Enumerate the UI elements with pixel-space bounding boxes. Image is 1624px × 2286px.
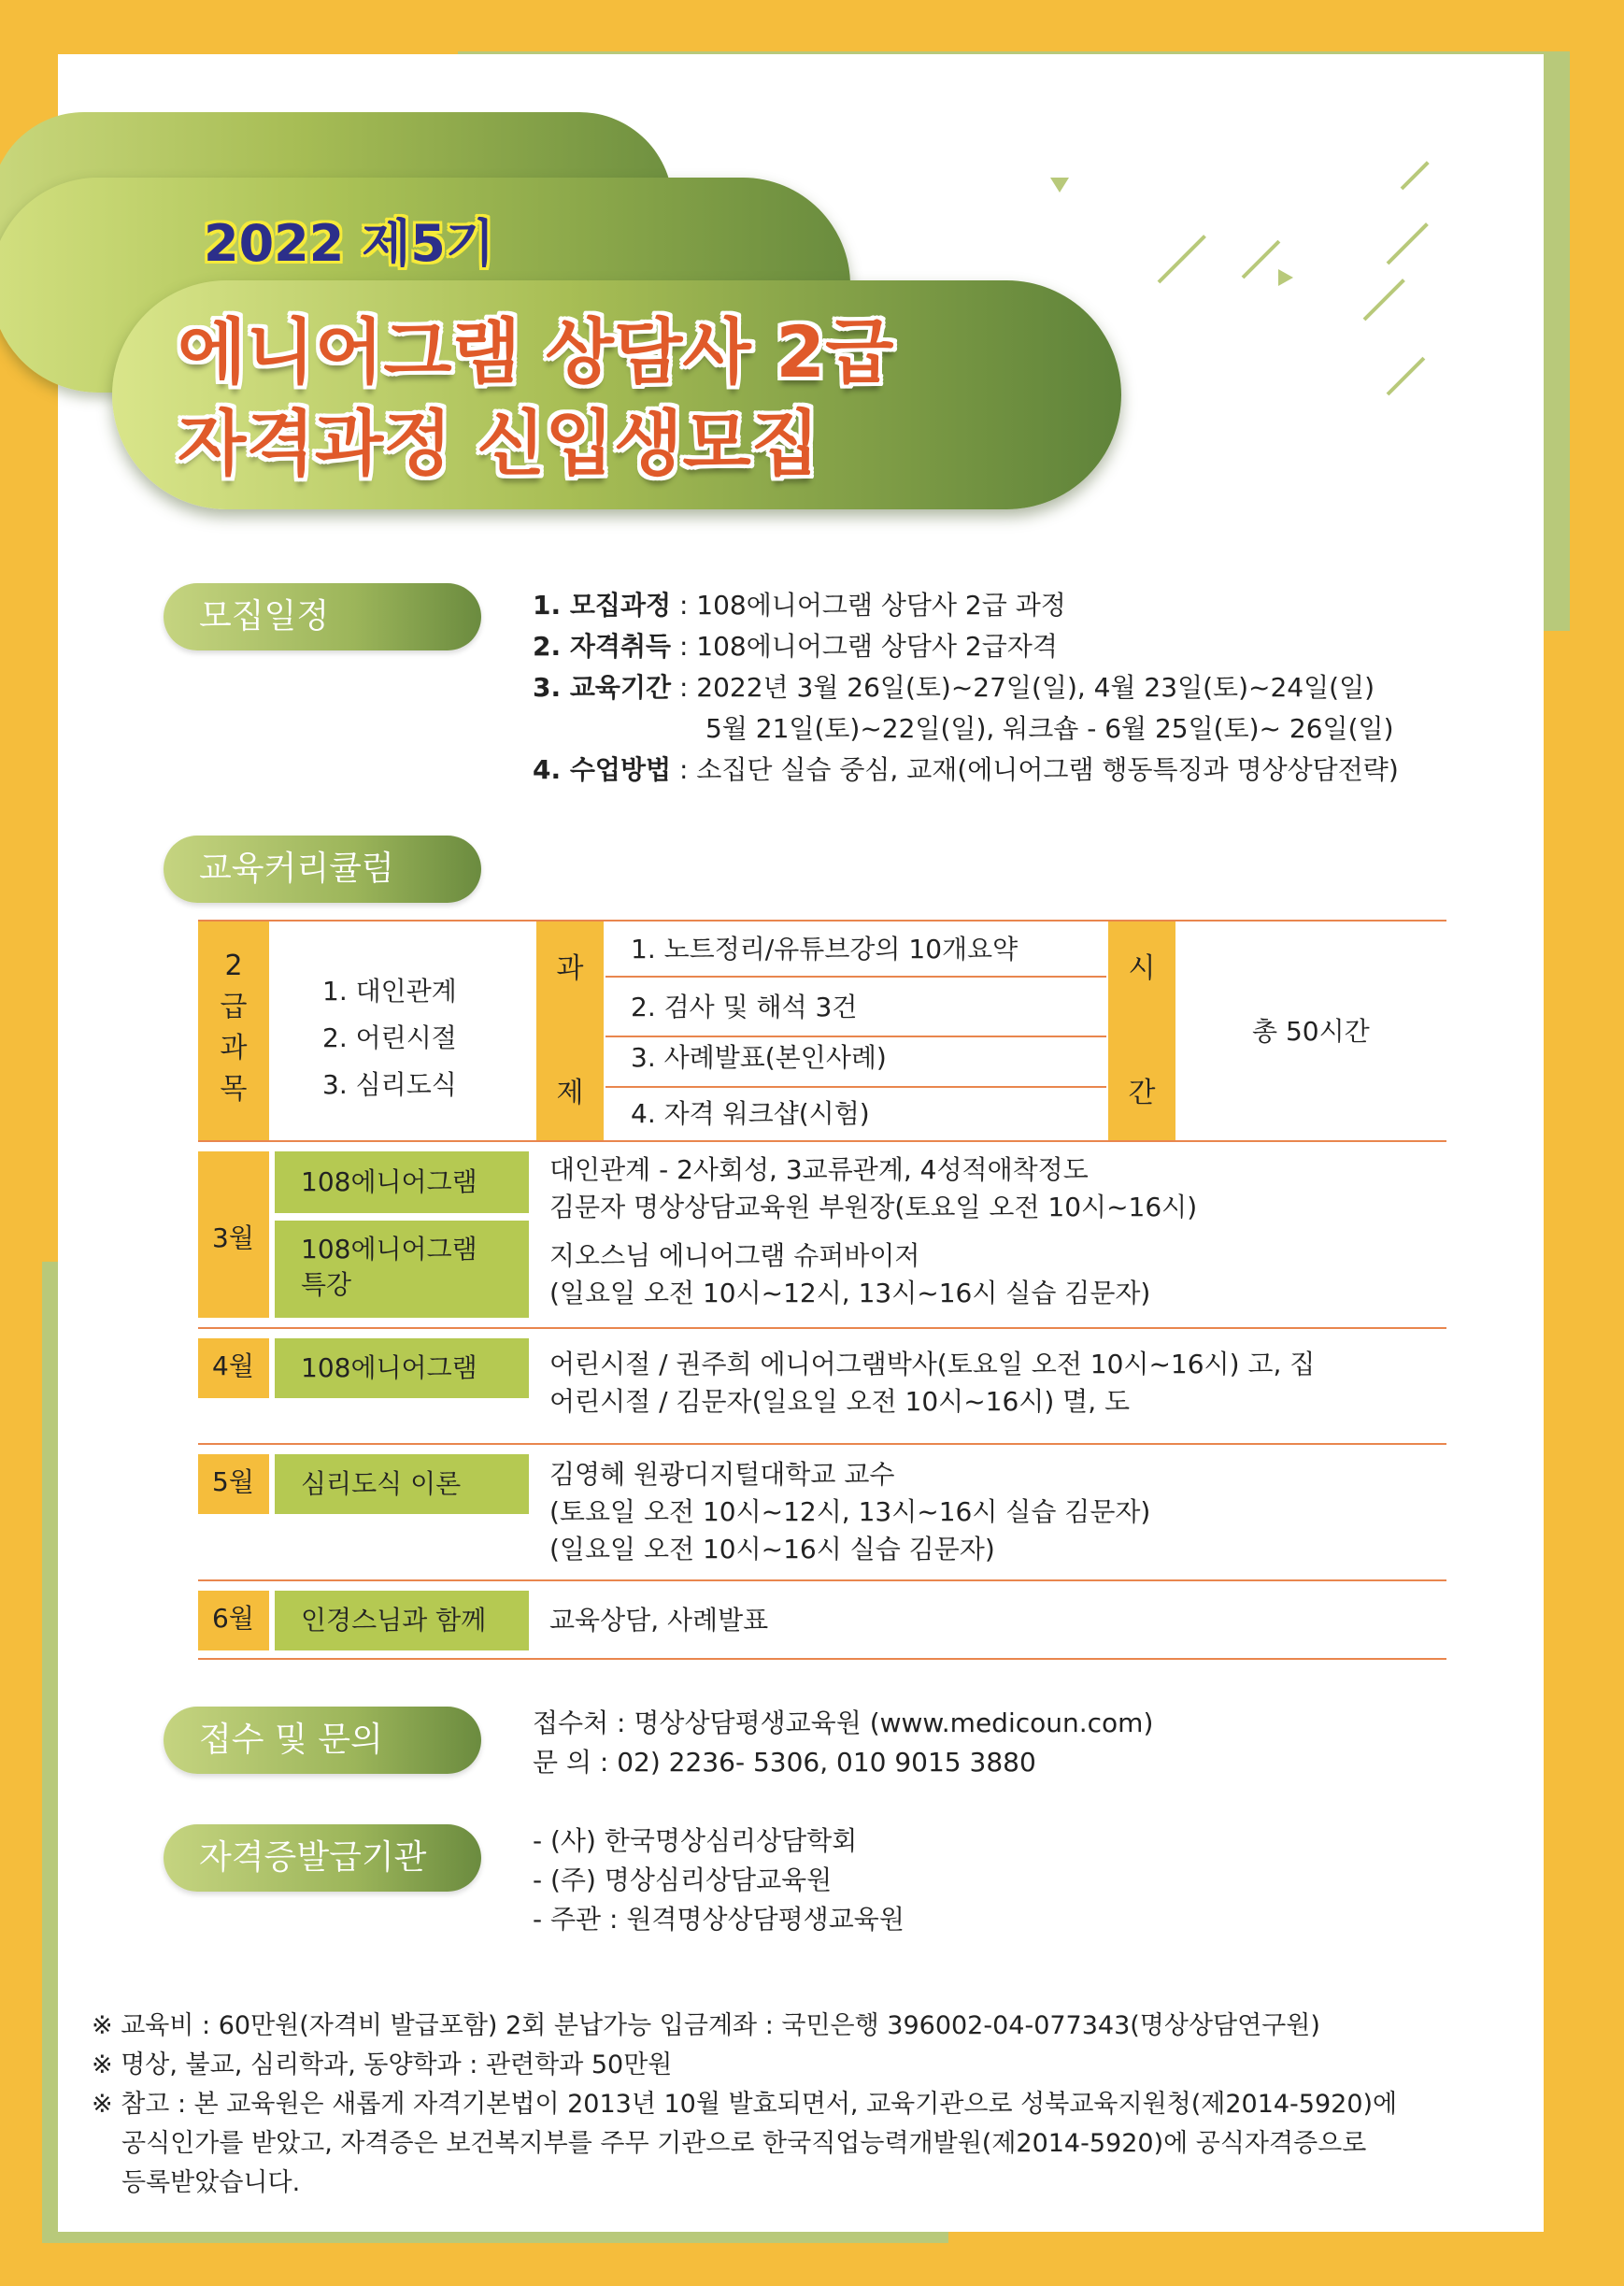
- contact-phone: 문 의 : 02) 2236- 5306, 010 9015 3880: [533, 1747, 1036, 1778]
- section-label-issuer: 자격증발급기관: [164, 1824, 481, 1892]
- issuer-item: - (주) 명상심리상담교육원: [533, 1865, 833, 1895]
- total-hours: 총 50시간: [1252, 1016, 1370, 1047]
- note-line: ※ 참고 : 본 교육원은 새롭게 자격기본법이 2013년 10월 발효되면서, 교육기관으로 성북교육지원청(제2014-5920)에: [92, 2090, 1398, 2119]
- note-line: ※ 명상, 불교, 심리학과, 동양학과 : 관련학과 50만원: [92, 2050, 673, 2079]
- subject-list: 1. 대인관계 2. 어린시절 3. 심리도식: [322, 976, 457, 1100]
- assignment-item: 1. 노트정리/유튜브강의 10개요약: [631, 934, 1019, 964]
- section-label-schedule: 모집일정: [164, 583, 481, 650]
- course-detail: 김문자 명상상담교육원 부원장(토요일 오전 10시~16시): [549, 1192, 1198, 1222]
- note-line: 공식인가를 받았고, 자격증은 보건복지부를 주무 기관으로 한국직업능력개발원(제2014-5920)에 공식자격증으로: [121, 2129, 1367, 2158]
- course-detail: 교육상담, 사례발표: [549, 1605, 769, 1636]
- main-title-line1: 에니어그램 상담사 2급: [178, 310, 894, 393]
- section-label-curriculum: 교육커리큘럼: [164, 836, 481, 903]
- time-head-top: 시: [1128, 952, 1156, 985]
- assign-head-top: 과: [556, 952, 584, 985]
- table-rule: [198, 1658, 1446, 1660]
- course-cell: 심리도식 이론: [275, 1454, 529, 1514]
- schedule-item: 1. 모집과정 : 108에니어그램 상담사 2급 과정: [533, 590, 1066, 621]
- table-rule: [198, 1579, 1446, 1581]
- course-detail: (일요일 오전 10시~12시, 13시~16시 실습 김문자): [549, 1278, 1151, 1308]
- course-detail: (일요일 오전 10시~16시 실습 김문자): [549, 1534, 995, 1564]
- course-cell: 인경스님과 함께: [275, 1591, 529, 1650]
- section-label-contact: 접수 및 문의: [164, 1707, 481, 1774]
- table-rule: [198, 1140, 1446, 1142]
- month-label: 3월: [212, 1222, 254, 1253]
- year-generation-title: 2022 제5기: [204, 214, 494, 273]
- note-line: 등록받았습니다.: [121, 2168, 301, 2197]
- time-head-bottom: 간: [1128, 1077, 1156, 1109]
- course-detail: 김영혜 원광디지털대학교 교수: [549, 1459, 895, 1490]
- table-rule: [198, 1327, 1446, 1329]
- course-detail: (토요일 오전 10시~12시, 13시~16시 실습 김문자): [549, 1496, 1151, 1527]
- assign-head-bottom: 제: [556, 1077, 584, 1109]
- schedule-item: 5월 21일(토)~22일(일), 워크숍 - 6월 25일(토)~ 26일(일): [705, 713, 1394, 744]
- table-rule: [198, 920, 1446, 922]
- schedule-item: 2. 자격취득 : 108에니어그램 상담사 2급자격: [533, 631, 1058, 662]
- main-title: [178, 307, 894, 490]
- table-rule: [198, 1443, 1446, 1445]
- assignment-divider: [605, 976, 1106, 978]
- issuer-item: - (사) 한국명상심리상담학회: [533, 1825, 858, 1856]
- course-detail: 어린시절 / 권주희 에니어그램박사(토요일 오전 10시~16시) 고, 집: [549, 1349, 1316, 1379]
- assignment-item: 2. 검사 및 해석 3건: [631, 992, 858, 1022]
- assignment-item: 3. 사례발표(본인사례): [631, 1042, 887, 1073]
- month-label: 6월: [212, 1603, 254, 1634]
- assignment-divider: [605, 1036, 1106, 1037]
- assignment-item: 4. 자격 워크샵(시험): [631, 1098, 870, 1129]
- course-cell: 108에니어그램: [275, 1151, 529, 1213]
- month-label: 5월: [212, 1466, 254, 1497]
- assignment-divider: [605, 1086, 1106, 1088]
- course-detail: 어린시절 / 김문자(일요일 오전 10시~16시) 멸, 도: [549, 1386, 1131, 1417]
- course-detail: 대인관계 - 2사회성, 3교류관계, 4성적애착정도: [549, 1154, 1089, 1185]
- course-cell: 108에니어그램: [275, 1338, 529, 1398]
- decor-triangle-right: [1278, 269, 1293, 286]
- contact-reception: 접수처 : 명상상담평생교육원 (www.medicoun.com): [533, 1707, 1154, 1738]
- course-detail: 지오스님 에니어그램 슈퍼바이저: [549, 1240, 920, 1271]
- schedule-item: 3. 교육기간 : 2022년 3월 26일(토)~27일(일), 4월 23일(토)~24일(일): [533, 672, 1375, 703]
- month-label: 4월: [212, 1350, 254, 1381]
- decor-triangle-down: [1050, 178, 1069, 193]
- schedule-item: 4. 수업방법 : 소집단 실습 중심, 교재(에니어그램 행동특징과 명상상담전략): [533, 754, 1399, 785]
- course-head-label: 2 급 과 목: [220, 950, 248, 1106]
- main-title-line2: 자격과정 신입생모집: [178, 402, 820, 485]
- course-cell: 108에니어그램 특강: [275, 1221, 529, 1318]
- note-line: ※ 교육비 : 60만원(자격비 발급포함) 2회 분납가능 입금계좌 : 국민은행 396002-04-077343(명상상담연구원): [92, 2011, 1320, 2040]
- issuer-item: - 주관 : 원격명상상담평생교육원: [533, 1904, 905, 1935]
